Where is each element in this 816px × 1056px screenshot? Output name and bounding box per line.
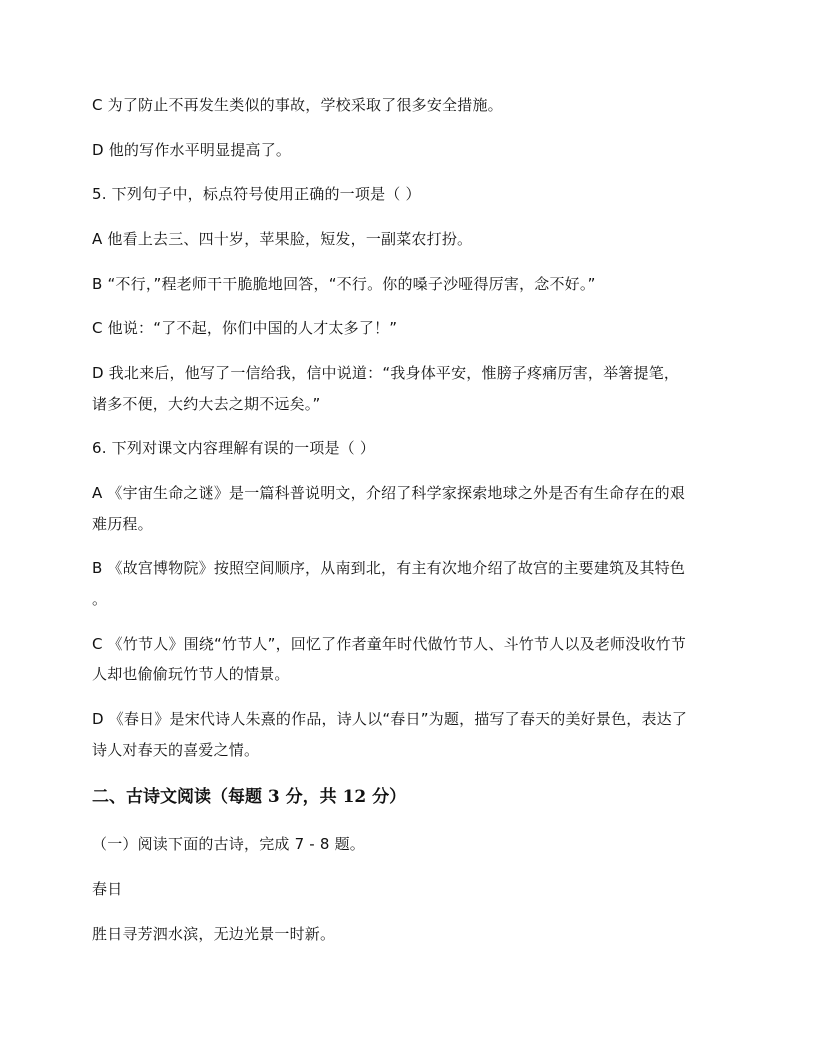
option-d-q5-continued: 诸多不便，大约大去之期不远矣。” [92,395,321,413]
option-b-q5: B “不行，”程老师干干脆脆地回答，“不行。你的嗓子沙哑得厉害，念不好。” [92,275,596,293]
option-a-q6-continued: 难历程。 [92,515,153,533]
option-a-q6: A 《宇宙生命之谜》是一篇科普说明文，介绍了科学家探索地球之外是否有生命存在的艰 [92,484,686,502]
option-c-q6-continued: 人却也偷偷玩竹节人的情景。 [92,665,290,683]
option-d-q6-continued: 诗人对春天的喜爱之情。 [92,741,260,759]
option-c-q4: C 为了防止不再发生类似的事故，学校采取了很多安全措施。 [92,96,503,114]
option-b-q6-continued: 。 [92,590,108,608]
option-a-q5: A 他看上去三、四十岁，苹果脸，短发，一副菜农打扮。 [92,230,473,248]
question-5: 5. 下列句子中，标点符号使用正确的一项是（ ） [92,185,421,203]
question-6: 6. 下列对课文内容理解有误的一项是（ ） [92,439,376,457]
poem-title: 春日 [92,880,123,898]
option-b-q6: B 《故宫博物院》按照空间顺序，从南到北，有主有次地介绍了故宫的主要建筑及其特色 [92,559,686,577]
option-c-q6: C 《竹节人》围绕“竹节人”，回忆了作者童年时代做竹节人、斗竹节人以及老师没收竹节 [92,635,686,653]
option-d-q6: D 《春日》是宋代诗人朱熹的作品，诗人以“春日”为题，描写了春天的美好景色，表达了 [92,710,688,728]
reading-instruction: （一）阅读下面的古诗，完成 7 - 8 题。 [92,835,365,853]
poem-line: 胜日寻芳泗水滨，无边光景一时新。 [92,925,336,943]
section-heading: 二、古诗文阅读（每题 3 分，共 12 分） [92,787,407,807]
option-c-q5: C 他说：“了不起，你们中国的人才太多了！” [92,319,398,337]
option-d-q5: D 我北来后，他写了一信给我，信中说道：“我身体平安，惟膀子疼痛厉害，举箸提笔， [92,364,680,382]
option-d-q4: D 他的写作水平明显提高了。 [92,141,292,159]
